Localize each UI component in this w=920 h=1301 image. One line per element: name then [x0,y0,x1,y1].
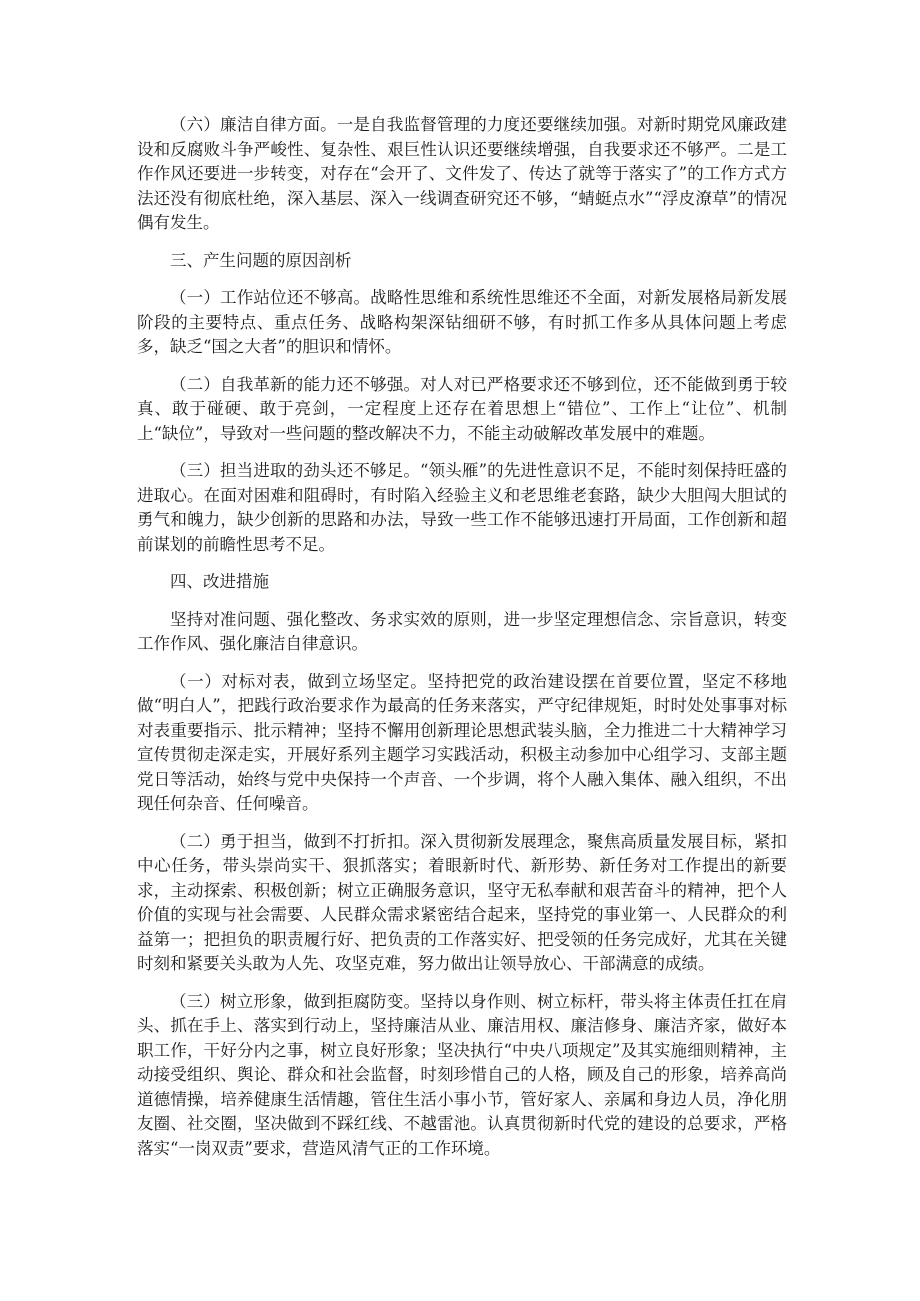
section-heading-root-causes: 三、产生问题的原因剖析 [170,250,352,270]
paragraph-cause-1: （一）工作站位还不够高。战略性思维和系统性思维还不全面，对新发展格局新发展阶段的主要特点、重点任务、战略构架深钻细研不够，有时抓工作多从具体问题上考虑多，缺乏“国之大者”的胆识和情怀。 [137,288,787,356]
paragraph-measure-3: （三）树立形象，做到拒腐防变。坚持以身作则、树立标杆，带头将主体责任扛在肩头、抓在手上、落实到行动上，坚持廉洁从业、廉洁用权、廉洁修身、廉洁齐家，做好本职工作，干好分内之事，树立良好形象；坚决执行“中央八项规定”及其实施细则精神，主动接受组织、舆论、群众和社会监督，时刻珍惜自己的人格，顾及自己的形象，培养高尚道德情操，培养健康生活情趣，管住生活小事小节，管好家人、亲属和身边人员，净化朋友圈、社交圈，坚决做到不踩红线、不越雷池。认真贯彻新时代党的建设的总要求，严格落实“一岗双责”要求，营造风清气正的工作环境。 [137,991,787,1158]
paragraph-measure-1: （一）对标对表，做到立场坚定。坚持把党的政治建设摆在首要位置，坚定不移地做“明白人”，把践行政治要求作为最高的任务来落实，严守纪律规矩，时时处处事事对标对表重要指示、批示精神；坚持不懈用创新理论思想武装头脑，全力推进二十大精神学习宣传贯彻走深走实，开展好系列主题学习实践活动，积极主动参加中心组学习、支部主题党日等活动，始终与党中央保持一个声音、一个步调，将个人融入集体、融入组织，不出现任何杂音、任何噪音。 [137,671,787,813]
document-body [137,113,787,1174]
paragraph-cause-3: （三）担当进取的劲头还不够足。“领头雁”的先进性意识不足，不能时刻保持旺盛的进取心。在面对困难和阻碍时，有时陷入经验主义和老思维老套路，缺少大胆闯大胆试的勇气和魄力，缺少创新的思路和办法，导致一些工作不能够迅速打开局面，工作创新和超前谋划的前瞻性思考不足。 [137,461,787,554]
section-heading-improvement-measures: 四、改进措施 [170,572,269,591]
paragraph-cause-2: （二）自我革新的能力还不够强。对人对已严格要求还不够到位，还不能做到勇于较真、敢于碰硬、敢于亮剑，一定程度上还存在着思想上“错位”、工作上“让位”、机制上“缺位”，导致对一些问题的整改解决不力，不能主动破解改革发展中的难题。 [137,374,787,443]
paragraph-measures-intro: 坚持对准问题、强化整改、务求实效的原则，进一步坚定理想信念、宗旨意识，转变工作作风、强化廉洁自律意识。 [137,609,787,653]
paragraph-measure-2: （二）勇于担当，做到不打折扣。深入贯彻新发展理念，聚焦高质量发展目标，紧扣中心任务，带头崇尚实干、狠抓落实；着眼新时代、新形势、新任务对工作提出的新要求，主动探索、积极创新；树立正确服务意识，坚守无私奉献和艰苦奋斗的精神，把个人价值的实现与社会需要、人民群众需求紧密结合起来，坚持党的事业第一、人民群众的利益第一；把担负的职责履行好、把负责的工作落实好、把受领的任务完成好，尤其在关键时刻和紧要关头敢为人先、攻坚克难，努力做出让领导放心、干部满意的成绩。 [137,831,787,973]
paragraph-integrity-self-discipline: （六）廉洁自律方面。一是自我监督管理的力度还要继续加强。对新时期党风廉政建设和反腐败斗争严峻性、复杂性、艰巨性认识还要继续增强，自我要求还不够严。二是工作作风还要进一步转变，对存在“会开了、文件发了、传达了就等于落实了”的工作方式方法还没有彻底杜绝，深入基层、深入一线调查研究还不够，“蜻蜓点水”“浮皮潦草”的情况偶有发生。 [137,115,787,232]
